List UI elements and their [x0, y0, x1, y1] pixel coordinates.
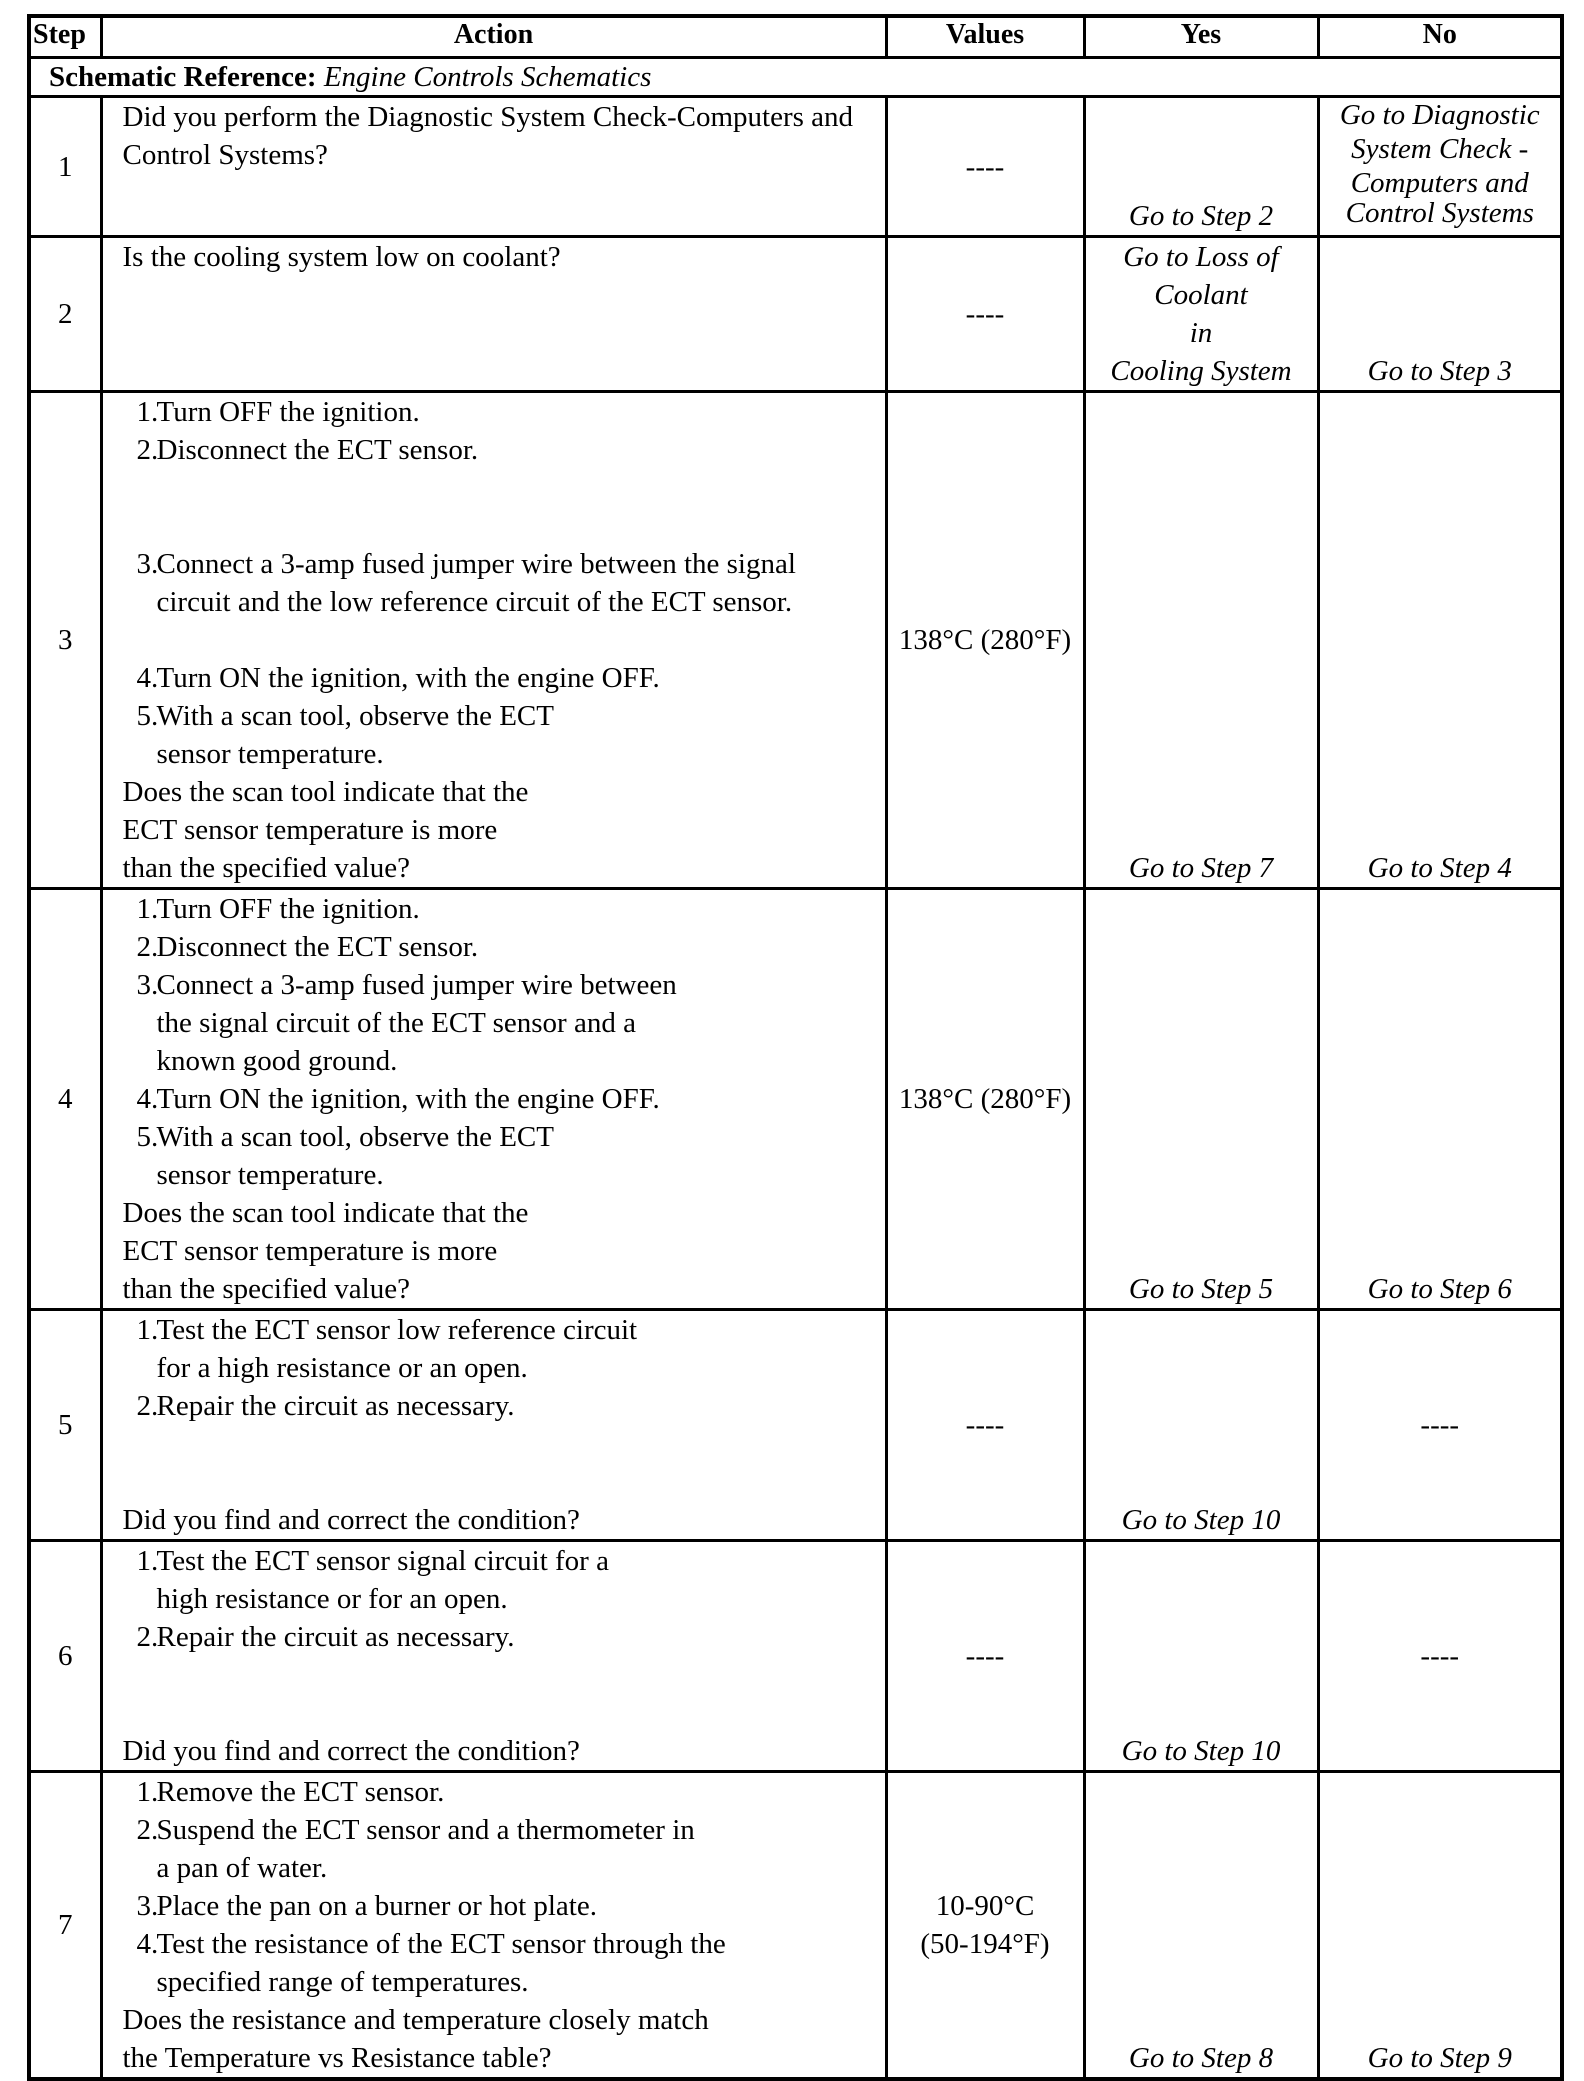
action-cell	[101, 392, 886, 889]
action-cell	[101, 237, 886, 392]
spacer	[123, 1425, 877, 1501]
action-step: 2. Repair the circuit as necessary.	[136, 1621, 515, 1653]
values-cell	[886, 1772, 1084, 2080]
no-link[interactable]	[1318, 97, 1562, 237]
no-link-line: Go to Diagnostic	[1339, 99, 1540, 131]
action-step: 2. Disconnect the ECT sensor.	[136, 931, 479, 963]
step-number: 4	[29, 889, 101, 1310]
action-question: Did you find and correct the condition?	[122, 1735, 580, 1767]
yes-link[interactable]: Go to Step 10	[1084, 1310, 1318, 1541]
schematic-reference-label: Schematic Reference:	[49, 61, 317, 93]
yes-link[interactable]: Go to Step 5	[1084, 889, 1318, 1310]
spacer	[123, 1656, 877, 1732]
header-row	[29, 16, 1562, 58]
action-question: Is the cooling system low on coolant?	[122, 241, 561, 273]
table-row	[29, 392, 1562, 889]
action-cell	[101, 889, 886, 1310]
action-steps	[123, 393, 877, 773]
step-number: 3	[29, 392, 101, 889]
table-row	[29, 237, 1562, 392]
action-steps	[123, 1311, 877, 1501]
yes-link[interactable]	[1084, 237, 1318, 392]
yes-link-line: in	[1189, 317, 1213, 349]
values-cell: ----	[886, 1310, 1084, 1541]
action-step: 1. Turn OFF the ignition.	[136, 396, 420, 428]
spacer	[123, 621, 877, 659]
values-cell: 138°C (280°F)	[886, 392, 1084, 889]
step-number: 7	[29, 1772, 101, 2080]
action-step: 5. With a scan tool, observe the ECT sensor temperature.	[136, 1121, 554, 1191]
schematic-reference-row	[29, 58, 1562, 97]
no-link-line: System Check -	[1351, 133, 1529, 165]
action-cell	[101, 97, 886, 237]
action-step: 3. Connect a 3-amp fused jumper wire between the signal circuit of the ECT sensor and a known good ground.	[136, 969, 677, 1077]
action-question: Does the resistance and temperature closely match the Temperature vs Resistance table?	[122, 2004, 709, 2074]
values-cell: ----	[886, 97, 1084, 237]
action-steps	[123, 1542, 877, 1732]
values-line: (50-194°F)	[920, 1928, 1050, 1960]
no-header: No	[1318, 16, 1562, 58]
table-row	[29, 889, 1562, 1310]
action-step: 1. Test the ECT sensor signal circuit for a high resistance or for an open.	[136, 1545, 609, 1615]
action-question: Does the scan tool indicate that the ECT sensor temperature is more than the specified value?	[122, 776, 529, 884]
values-cell: ----	[886, 237, 1084, 392]
step-header: Step	[29, 16, 101, 58]
yes-link[interactable]: Go to Step 2	[1084, 97, 1318, 237]
action-cell	[101, 1772, 886, 2080]
values-header: Values	[886, 16, 1084, 58]
values-cell: 138°C (280°F)	[886, 889, 1084, 1310]
action-step: 4. Test the resistance of the ECT sensor through the specified range of temperatures.	[136, 1928, 726, 1998]
action-step: 3. Place the pan on a burner or hot plate.	[136, 1890, 597, 1922]
action-step: 4. Turn ON the ignition, with the engine OFF.	[136, 662, 660, 694]
action-step: 1. Turn OFF the ignition.	[136, 893, 420, 925]
yes-link[interactable]: Go to Step 8	[1084, 1772, 1318, 2080]
action-steps	[123, 1773, 877, 2001]
no-link[interactable]: Go to Step 3	[1318, 237, 1562, 392]
step-number: 5	[29, 1310, 101, 1541]
table-row	[29, 1310, 1562, 1541]
action-header: Action	[101, 16, 886, 58]
action-step: 2. Disconnect the ECT sensor.	[136, 434, 479, 466]
schematic-reference	[29, 58, 1562, 97]
action-step: 3. Connect a 3-amp fused jumper wire between the signal circuit and the low reference circuit of the ECT sensor.	[136, 548, 796, 618]
yes-link[interactable]: Go to Step 10	[1084, 1541, 1318, 1772]
action-step: 5. With a scan tool, observe the ECT sensor temperature.	[136, 700, 554, 770]
yes-link-line: Coolant	[1154, 279, 1248, 311]
yes-link[interactable]: Go to Step 7	[1084, 392, 1318, 889]
values-line: 10-90°C	[935, 1890, 1035, 1922]
values-cell: ----	[886, 1541, 1084, 1772]
yes-link-line: Go to Loss of	[1123, 241, 1279, 273]
no-link[interactable]: Go to Step 9	[1318, 1772, 1562, 2080]
no-value: ----	[1318, 1310, 1562, 1541]
step-number: 6	[29, 1541, 101, 1772]
action-step: 4. Turn ON the ignition, with the engine OFF.	[136, 1083, 660, 1115]
action-cell	[101, 1310, 886, 1541]
yes-link-line: Cooling System	[1110, 355, 1292, 387]
action-step: 1. Remove the ECT sensor.	[136, 1776, 445, 1808]
no-link-line: Computers and	[1350, 167, 1529, 199]
action-step: 2. Suspend the ECT sensor and a thermometer in a pan of water.	[136, 1814, 695, 1884]
step-number: 2	[29, 237, 101, 392]
action-step: 1. Test the ECT sensor low reference circuit for a high resistance or an open.	[136, 1314, 638, 1384]
action-steps	[123, 890, 877, 1194]
action-question: Did you perform the Diagnostic System Check-Computers and Control Systems?	[122, 101, 854, 171]
step-number: 1	[29, 97, 101, 237]
action-cell	[101, 1541, 886, 1772]
schematic-reference-link[interactable]: Engine Controls Schematics	[323, 61, 652, 93]
diagnostic-table	[27, 14, 1564, 2081]
yes-header: Yes	[1084, 16, 1318, 58]
table-row	[29, 97, 1562, 237]
table-row	[29, 1772, 1562, 2080]
no-link[interactable]: Go to Step 6	[1318, 889, 1562, 1310]
spacer	[123, 469, 877, 545]
action-question: Does the scan tool indicate that the ECT sensor temperature is more than the specified value?	[122, 1197, 529, 1305]
no-value: ----	[1318, 1541, 1562, 1772]
table-row	[29, 1541, 1562, 1772]
action-question: Did you find and correct the condition?	[122, 1504, 580, 1536]
action-step: 2. Repair the circuit as necessary.	[136, 1390, 515, 1422]
no-link[interactable]: Go to Step 4	[1318, 392, 1562, 889]
no-link-line: Control Systems	[1345, 197, 1534, 229]
